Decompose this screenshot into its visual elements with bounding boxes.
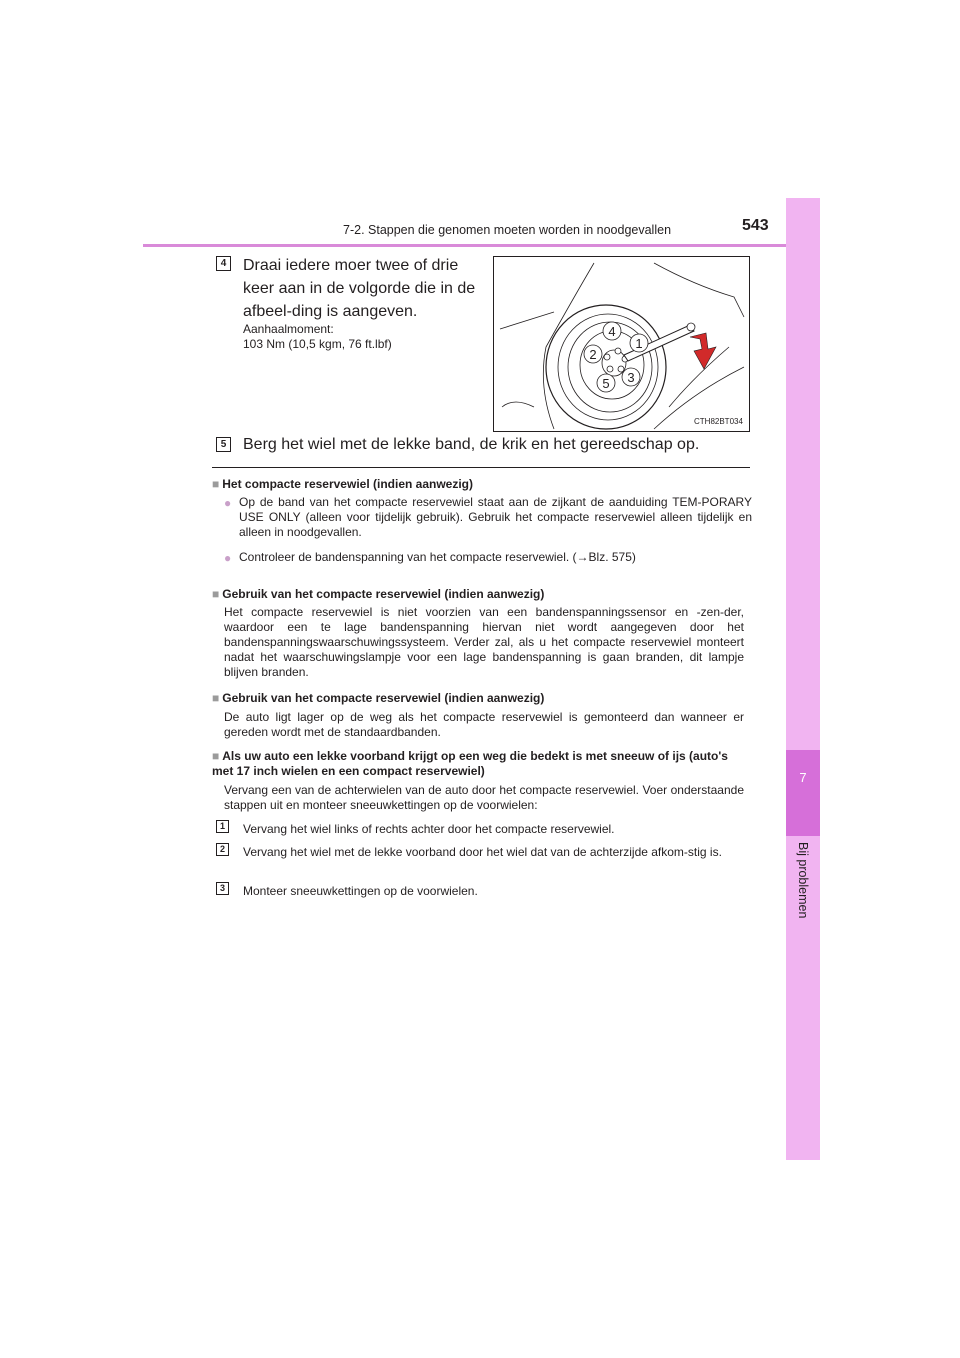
section-4-text: Vervang een van de achterwielen van de auto door het compacte reservewiel. Voer onderstaande stappen uit en monteer sneeuwkettingen op de voorwielen: bbox=[224, 783, 744, 812]
header-rule bbox=[143, 244, 786, 247]
round-bullet-icon: ● bbox=[224, 551, 232, 565]
bullet-item: ● Op de band van het compacte reservewiel staat aan de zijkant de aanduiding TEM-PORARY USE ONLY (alleen voor tijdelijk gebruik). Gebruik het compacte reservewiel alleen tijdelijk en alleen in noodgevallen. bbox=[224, 495, 752, 539]
sub-step-1-text: Vervang het wiel links of rechts achter door het compacte reservewiel. bbox=[243, 822, 615, 836]
chapter-side-tab bbox=[786, 198, 820, 1160]
torque-label: Aanhaalmoment: bbox=[243, 322, 334, 336]
step-4-marker: 4 bbox=[216, 256, 231, 271]
sub-step-1-marker: 1 bbox=[216, 820, 229, 833]
sub-step-2-marker: 2 bbox=[216, 843, 229, 856]
section-divider bbox=[212, 467, 750, 468]
rotation-arrow bbox=[690, 333, 716, 369]
section-heading-4: ■ Als uw auto een lekke voorband krijgt op een weg die bedekt is met sneeuw of ijs (auto's met 17 inch wielen en een compact reservewiel) bbox=[212, 749, 728, 778]
section-title: 7-2. Stappen die genomen moeten worden in noodgevallen bbox=[343, 223, 672, 237]
chapter-number: 7 bbox=[799, 770, 807, 785]
step-4-text: Draai iedere moer twee of drie keer aan in de volgorde die in de afbeel-ding is aangeven. bbox=[243, 257, 476, 320]
torque-value: 103 Nm (10,5 kgm, 76 ft.lbf) bbox=[243, 337, 392, 351]
callout-1: 1 bbox=[635, 336, 643, 351]
step-5-marker: 5 bbox=[216, 437, 231, 452]
square-bullet-icon: ■ bbox=[212, 477, 220, 491]
wheel-illustration bbox=[494, 257, 749, 431]
section-heading-2: ■ Gebruik van het compacte reservewiel (indien aanwezig) bbox=[212, 587, 545, 601]
section-2-text: Het compacte reservewiel is niet voorzien van een bandenspanningssensor en -zen-der, waardoor een te lage bandenspanning hiervan niet wordt aangegeven door het bandenspanningswaarschuwingssysteem. Verder zal, als u het compacte reservewiel monteert nadat het waarschuwingslampje voor een lage bandenspanning is gaan branden, dit lampje blijven branden. bbox=[224, 605, 744, 679]
chapter-number-tab bbox=[786, 750, 820, 836]
callout-2: 2 bbox=[589, 347, 597, 362]
sub-step-2-text: Vervang het wiel met de lekke voorband door het wiel dat van de achterzijde afkom-stig is. bbox=[243, 845, 722, 859]
wheel-nut-tightening-figure bbox=[493, 256, 750, 432]
square-bullet-icon: ■ bbox=[212, 749, 220, 763]
section-3-text: De auto ligt lager op de weg als het compacte reservewiel is gemonteerd dan wanneer er gereden wordt met de standaardbanden. bbox=[224, 710, 744, 739]
bullet-item: ● Controleer de bandenspanning van het compacte reservewiel. (→Blz. 575) bbox=[224, 550, 636, 565]
sub-step-3-text: Monteer sneeuwkettingen op de voorwielen. bbox=[243, 884, 478, 898]
figure-code: CTH82BT034 bbox=[694, 417, 743, 426]
page-number: 543 bbox=[742, 217, 769, 234]
callout-4: 4 bbox=[608, 324, 616, 339]
chapter-title: Bij problemen bbox=[796, 842, 810, 919]
section-heading-3: ■ Gebruik van het compacte reservewiel (indien aanwezig) bbox=[212, 691, 545, 705]
sub-step-3-marker: 3 bbox=[216, 882, 229, 895]
step-5-text: Berg het wiel met de lekke band, de krik en het gereedschap op. bbox=[243, 436, 700, 453]
torque-spec bbox=[243, 322, 392, 352]
callout-3: 3 bbox=[627, 370, 635, 385]
section-heading-1: ■ Het compacte reservewiel (indien aanwezig) bbox=[212, 477, 474, 491]
callout-5: 5 bbox=[602, 376, 610, 391]
square-bullet-icon: ■ bbox=[212, 691, 220, 705]
square-bullet-icon: ■ bbox=[212, 587, 220, 601]
round-bullet-icon: ● bbox=[224, 496, 232, 510]
